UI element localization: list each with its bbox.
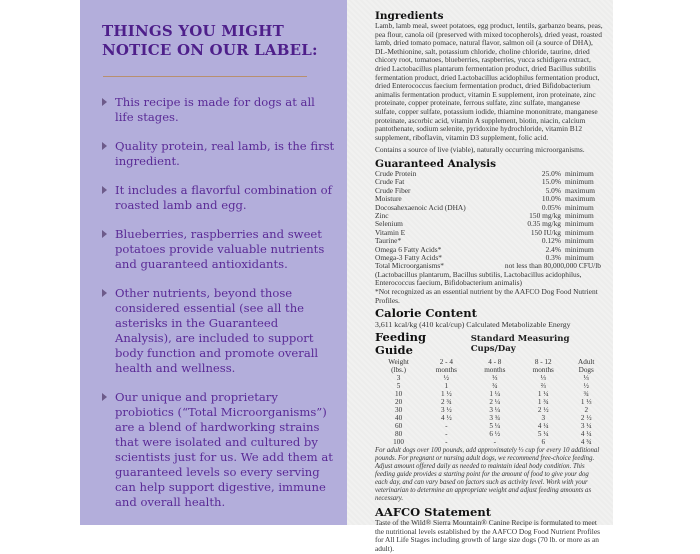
cups-cell: 1 ¾ bbox=[537, 398, 549, 407]
cups-cell: ¾ bbox=[492, 382, 498, 391]
feeding-guide-row bbox=[375, 390, 605, 398]
cups-cell: ⅓ bbox=[540, 374, 546, 383]
ingredients-section bbox=[375, 10, 603, 155]
cups-cell: 5 ¼ bbox=[489, 422, 501, 431]
nutrient-name: Moisture bbox=[375, 194, 402, 204]
column-header: (lbs.) bbox=[391, 366, 407, 375]
nutrient-name: Crude Fiber bbox=[375, 185, 411, 195]
cups-cell: 3 ¾ bbox=[489, 414, 501, 423]
feeding-guide-row bbox=[375, 422, 605, 430]
nutrient-qualifier: minimum bbox=[565, 236, 594, 246]
weight-cell: 100 bbox=[393, 438, 404, 447]
triangle-bullet-icon bbox=[102, 186, 107, 194]
feeding-guide-row bbox=[375, 438, 605, 446]
nutrient-value: not less than 80,000,000 CFU/lb bbox=[504, 261, 601, 271]
triangle-bullet-icon bbox=[102, 230, 107, 238]
nutrient-qualifier: minimum bbox=[565, 202, 594, 212]
aafco-section bbox=[375, 506, 603, 553]
cups-cell: 3 ½ bbox=[440, 406, 452, 415]
nutrient-name: Omega-3 Fatty Acids* bbox=[375, 252, 442, 262]
weight-cell: 80 bbox=[394, 430, 403, 439]
feeding-guide-heading: Feeding Guide bbox=[375, 330, 426, 358]
cups-cell: 3 ¼ bbox=[580, 422, 592, 431]
cups-cell: 6 bbox=[541, 438, 546, 447]
triangle-bullet-icon bbox=[102, 98, 107, 106]
column-header: months bbox=[435, 366, 457, 375]
ingredients-heading: Ingredients bbox=[375, 10, 444, 22]
cups-cell: ¾ bbox=[583, 390, 589, 399]
nutrient-qualifier: maximum bbox=[565, 185, 595, 195]
weight-cell: 30 bbox=[394, 406, 403, 415]
nutrient-value: 2.4% bbox=[545, 244, 561, 254]
feeding-guide-subheading: Standard Measuring Cups/Day bbox=[470, 334, 570, 355]
column-header: months bbox=[484, 366, 506, 375]
nutrient-value: 0.3% bbox=[545, 252, 561, 262]
cups-cell: 4 ¼ bbox=[580, 430, 592, 439]
callout-item bbox=[102, 390, 335, 510]
weight-cell: 10 bbox=[394, 390, 403, 399]
microorganisms-note: Contains a source of live (viable), naturally occurring microorganisms. bbox=[375, 145, 585, 155]
calorie-content-section bbox=[375, 307, 603, 329]
feeding-guide-row bbox=[375, 406, 605, 414]
nutrition-label-panel bbox=[347, 0, 613, 553]
feeding-guide-row bbox=[375, 374, 605, 382]
cups-cell: - bbox=[493, 438, 496, 447]
nutrient-value: 0.35 mg/kg bbox=[527, 219, 561, 229]
weight-cell: 60 bbox=[394, 422, 403, 431]
cups-cell: 2 ½ bbox=[537, 406, 549, 415]
analysis-footnote: *Not recognized as an essential nutrient by the AAFCO Dog Food Nutrient Profiles. bbox=[375, 286, 598, 305]
ingredients-text: Lamb, lamb meal, sweet potatoes, egg product, lentils, garbanzo beans, peas, pea flour, canola oil (preserved with mixed tocopherols), dried yeast, roasted lamb, dried tomato pomace, natural flavor, salmon oil (a source of DHA), DL-Methionine, salt, potassium chloride, choline chloride, taurine, dried chicory root, tomatoes, blueberries, raspberries, yucca schidigera extract, dried Lactobacillus plantarum fermentation product, dried Bacillus subtilis fermentation product, dried Lactobacillus acidophilus fermentation product, dried Enterococcus faecium fermentation product, dried Bifidobacterium animalis fermentation product, vitamin E supplement, iron proteinate, zinc proteinate, copper proteinate, ferrous sulfate, zinc sulfate, manganese sulfate, copper sulfate, potassium iodide, thiamine mononitrate, manganese proteinate, ascorbic acid, vitamin A supplement, biotin, niacin, calcium pantothenate, sodium selenite, pyridoxine hydrochloride, vitamin B12 supplement, riboflavin, vitamin D3 supplement, folic acid. bbox=[375, 21, 603, 142]
panel-title bbox=[102, 22, 335, 60]
cups-cell: 2 ¼ bbox=[489, 398, 501, 407]
column-header: Adult bbox=[578, 358, 595, 367]
nutrient-qualifier: minimum bbox=[565, 177, 594, 187]
label-callout-panel bbox=[80, 0, 347, 525]
cups-cell: 2 ¾ bbox=[440, 398, 452, 407]
callout-text: Other nutrients, beyond those considered essential (see all the asterisks in the Guaranteed Analysis), are included to support body function and promote overall health and wellness. bbox=[115, 286, 319, 375]
weight-cell: 3 bbox=[396, 374, 401, 383]
column-header: 4 - 8 bbox=[488, 358, 502, 367]
cups-cell: ⅔ bbox=[540, 382, 546, 391]
guaranteed-analysis-heading: Guaranteed Analysis bbox=[375, 157, 497, 170]
nutrient-qualifier: minimum bbox=[565, 210, 594, 220]
cups-cell: 6 ½ bbox=[489, 430, 501, 439]
cups-cell: 4 ¼ bbox=[537, 422, 549, 431]
nutrient-name: Zinc bbox=[375, 210, 389, 220]
callout-text: This recipe is made for dogs at all life stages. bbox=[115, 95, 315, 124]
callout-text: It includes a flavorful combination of roasted lamb and egg. bbox=[115, 183, 332, 212]
cups-cell: ⅓ bbox=[492, 374, 498, 383]
callout-item bbox=[102, 95, 335, 125]
panel-title-line-2: NOTICE ON OUR LABEL: bbox=[102, 41, 318, 59]
nutrient-qualifier: minimum bbox=[565, 244, 594, 254]
cups-cell: 1 ½ bbox=[440, 390, 452, 399]
feeding-guide-header-row bbox=[375, 366, 605, 374]
triangle-bullet-icon bbox=[102, 393, 107, 401]
nutrient-name: Vitamin E bbox=[375, 227, 406, 237]
cups-cell: 2 ½ bbox=[580, 414, 592, 423]
guaranteed-analysis-section bbox=[375, 158, 603, 305]
callout-item bbox=[102, 227, 335, 272]
aafco-heading: AAFCO Statement bbox=[375, 505, 492, 520]
nutrient-name: Selenium bbox=[375, 219, 403, 229]
cups-cell: 2 bbox=[584, 406, 589, 415]
nutrient-name: Crude Protein bbox=[375, 168, 417, 178]
nutrient-value: 0.12% bbox=[541, 236, 561, 246]
cups-cell: ½ bbox=[583, 382, 589, 391]
feeding-guide-row bbox=[375, 398, 605, 406]
nutrient-value: 15.0% bbox=[541, 177, 561, 187]
nutrient-qualifier: minimum bbox=[565, 219, 594, 229]
guaranteed-analysis-table bbox=[375, 170, 605, 271]
column-header: months bbox=[532, 366, 554, 375]
cups-cell: 1 ⅓ bbox=[580, 398, 592, 407]
feeding-guide-header-row bbox=[375, 358, 605, 366]
calorie-content-heading: Calorie Content bbox=[375, 306, 477, 321]
nutrient-name: Omega 6 Fatty Acids* bbox=[375, 244, 442, 254]
callout-item bbox=[102, 286, 335, 376]
cups-cell: 4 ¾ bbox=[580, 438, 592, 447]
callout-text: Our unique and proprietary probiotics (“Total Microorganisms”) are a blend of hardworking strains that were isolated and cultured by scientists just for us. We add them at guaranteed levels so every serving can help support digestive, immune and overall health. bbox=[115, 390, 333, 509]
nutrient-qualifier: minimum bbox=[565, 227, 594, 237]
cups-cell: - bbox=[445, 438, 448, 447]
cups-cell: 3 bbox=[541, 414, 546, 423]
callout-item bbox=[102, 183, 335, 213]
triangle-bullet-icon bbox=[102, 142, 107, 150]
calorie-content-text: 3,611 kcal/kg (410 kcal/cup) Calculated Metabolizable Energy bbox=[375, 320, 571, 330]
weight-cell: 20 bbox=[394, 398, 403, 407]
cups-cell: 4 ½ bbox=[440, 414, 452, 423]
nutrient-qualifier: minimum bbox=[565, 252, 594, 262]
column-header: 2 - 4 bbox=[439, 358, 453, 367]
callout-item bbox=[102, 139, 335, 169]
nutrient-qualifier: minimum bbox=[565, 168, 594, 178]
callout-list bbox=[102, 95, 335, 510]
column-header: 8 - 12 bbox=[534, 358, 552, 367]
cups-cell: 1 ¼ bbox=[489, 390, 501, 399]
nutrient-value: 10.0% bbox=[541, 194, 561, 204]
column-header: Dogs bbox=[578, 366, 594, 375]
cups-cell: 1 ¼ bbox=[537, 390, 549, 399]
aafco-text: Taste of the Wild® Sierra Mountain® Canine Recipe is formulated to meet the nutritional levels established by the AAFCO Dog Food Nutrient Profiles for All Life Stages including growth of large size dogs (70 lb. or more as an adult). bbox=[375, 518, 600, 553]
cups-cell: - bbox=[445, 430, 448, 439]
nutrient-value: 150 mg/kg bbox=[529, 210, 561, 220]
feeding-guide-row bbox=[375, 430, 605, 438]
feeding-guide-note: For adult dogs over 100 pounds, add approximately ⅓ cup for every 10 additional pounds. For pregnant or nursing adult dogs, we recommend free-choice feeding. Adjust amount offered daily as needed to maintain ideal body condition. This feeding guide provides a starting point for the amount of food to give your dog each day, and can vary based on factors such as activity level. Work with your veterinarian to determine an appropriate weight and adjust feeding amounts as necessary. bbox=[375, 447, 600, 503]
column-header: Weight bbox=[388, 358, 409, 367]
callout-text: Quality protein, real lamb, is the first ingredient. bbox=[115, 139, 335, 168]
nutrient-value: 25.0% bbox=[541, 168, 561, 178]
callout-text: Blueberries, raspberries and sweet potatoes provide valuable nutrients and guaranteed antioxidants. bbox=[115, 227, 325, 271]
title-divider bbox=[103, 76, 307, 77]
nutrient-name: Taurine* bbox=[375, 236, 402, 246]
nutrient-value: 0.05% bbox=[541, 202, 561, 212]
nutrient-name: Crude Fat bbox=[375, 177, 405, 187]
feeding-guide-header bbox=[375, 331, 603, 357]
cups-cell: ⅓ bbox=[583, 374, 589, 383]
triangle-bullet-icon bbox=[102, 289, 107, 297]
probiotic-strains: (Lactobacillus plantarum, Bacillus subtilis, Lactobacillus acidophilus, Enterococcus faecium, Bifidobacterium animalis) bbox=[375, 269, 582, 288]
cups-cell: 3 ¼ bbox=[489, 406, 501, 415]
feeding-guide-table bbox=[375, 358, 605, 446]
nutrient-qualifier: maximum bbox=[565, 194, 595, 204]
feeding-guide-row bbox=[375, 414, 605, 422]
weight-cell: 40 bbox=[394, 414, 403, 423]
cups-cell: 5 ¼ bbox=[537, 430, 549, 439]
nutrient-name: Docosahexaenoic Acid (DHA) bbox=[375, 202, 466, 212]
cups-cell: 1 bbox=[444, 382, 449, 391]
cups-cell: ½ bbox=[443, 374, 450, 383]
weight-cell: 5 bbox=[396, 382, 401, 391]
feeding-guide-row bbox=[375, 382, 605, 390]
nutrient-name: Total Microorganisms* bbox=[375, 261, 444, 271]
panel-title-line-1: THINGS YOU MIGHT bbox=[102, 22, 284, 40]
cups-cell: - bbox=[445, 422, 448, 431]
nutrient-value: 150 IU/kg bbox=[530, 227, 561, 237]
nutrient-value: 5.0% bbox=[545, 185, 561, 195]
feeding-guide-section bbox=[375, 331, 603, 503]
